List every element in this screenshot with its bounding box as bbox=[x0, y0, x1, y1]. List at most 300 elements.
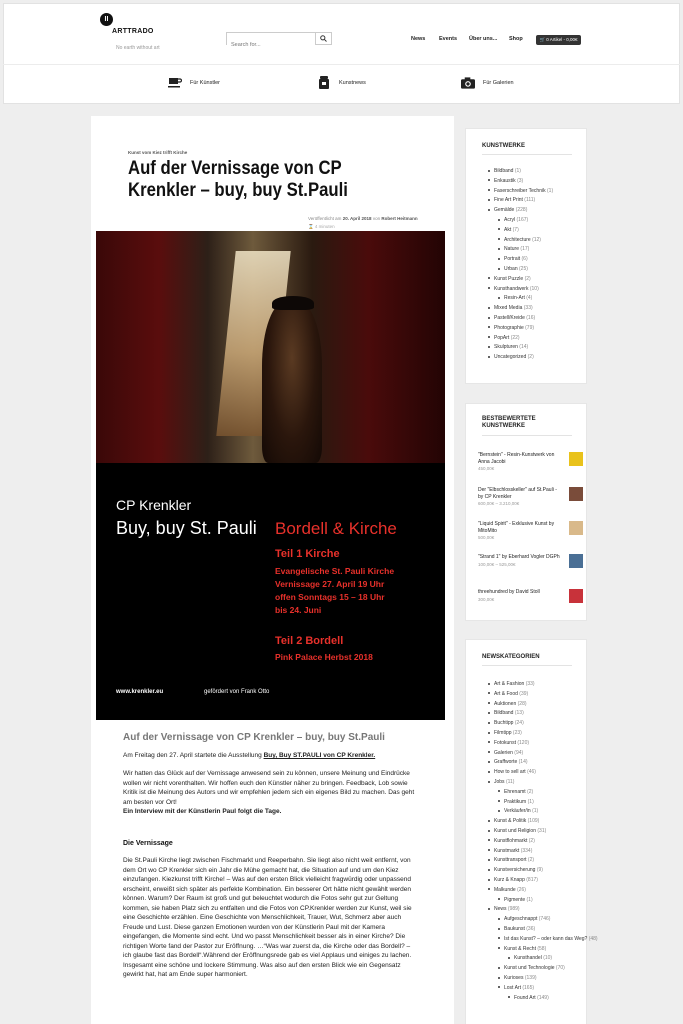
list-item-count: (48) bbox=[588, 935, 598, 942]
article-meta bbox=[308, 216, 448, 221]
list-item-count: (26) bbox=[517, 886, 526, 893]
list-item-label: Verkäufer/in bbox=[504, 808, 531, 815]
bullet-icon bbox=[488, 859, 490, 861]
nav-events[interactable]: Events bbox=[439, 36, 458, 42]
list-item-label: Kunst und Religion bbox=[494, 827, 536, 834]
list-item[interactable] bbox=[488, 690, 598, 700]
list-item-count: (2) bbox=[527, 354, 534, 361]
bullet-icon bbox=[488, 683, 490, 685]
list-item[interactable] bbox=[488, 275, 553, 285]
list-item-count: (94) bbox=[514, 749, 524, 756]
widget-title-line2: KUNSTWERKE bbox=[482, 423, 525, 429]
list-item-label: Enkaustik bbox=[494, 177, 516, 184]
list-item-count: (23) bbox=[512, 729, 522, 736]
product-price: 100,00€ – 525,00€ bbox=[478, 561, 516, 567]
list-item-label: Graffworte bbox=[494, 759, 518, 766]
search-box bbox=[226, 32, 332, 45]
product-item[interactable] bbox=[478, 589, 583, 602]
bullet-icon bbox=[498, 297, 500, 299]
list-item-label: Art & Food bbox=[494, 690, 518, 697]
list-item-count: (746) bbox=[538, 916, 551, 923]
bullet-icon bbox=[488, 170, 490, 172]
bullet-icon bbox=[498, 268, 500, 270]
list-item[interactable] bbox=[488, 324, 553, 334]
list-item-count: (58) bbox=[537, 945, 547, 952]
product-thumbnail[interactable] bbox=[569, 589, 583, 603]
list-item[interactable] bbox=[488, 984, 598, 994]
search-icon bbox=[320, 35, 327, 42]
list-item-label: Filmtipp bbox=[494, 729, 512, 736]
list-item-label: Resin-Art bbox=[504, 295, 525, 302]
bullet-icon bbox=[498, 238, 500, 240]
list-item-count: (334) bbox=[520, 847, 533, 854]
list-item-label: PopArt bbox=[494, 334, 510, 341]
bullet-icon bbox=[488, 908, 490, 910]
list-item-count: (9) bbox=[536, 867, 543, 874]
bullet-icon bbox=[488, 771, 490, 773]
list-item-count: (16) bbox=[526, 314, 536, 321]
list-item-count: (79) bbox=[525, 324, 535, 331]
poster-figure bbox=[262, 301, 322, 463]
list-item[interactable] bbox=[488, 876, 598, 886]
list-item-count: (14) bbox=[519, 344, 529, 351]
opinion-text: Wir hatten das Glück auf der Vernissage anwesend sein zu können, unsere Meinung und Eindrücke wollen wir nicht vorenthalten. Wir hoffen euch den Künstler näher zu bringen. Feedback, Lob sowie Kritik ist die Meinung des Autors und wir empfehlen jedem sich ein eigenes Bild zu machen. Das geht am besten vor Ort! bbox=[123, 770, 415, 806]
bullet-icon bbox=[498, 977, 500, 979]
list-item-count: (989) bbox=[507, 906, 520, 913]
list-item-count: (36) bbox=[526, 925, 536, 932]
bullet-icon bbox=[488, 702, 490, 704]
list-item[interactable] bbox=[488, 886, 598, 896]
list-item-label: Skulpturen bbox=[494, 344, 518, 351]
bullet-icon bbox=[488, 732, 490, 734]
search-input[interactable] bbox=[227, 40, 315, 51]
bullet-icon bbox=[488, 722, 490, 724]
bullet-icon bbox=[488, 307, 490, 309]
list-item-label: Gemälde bbox=[494, 207, 515, 214]
category-label: Kunstnews bbox=[339, 79, 366, 86]
list-item-count: (109) bbox=[527, 818, 540, 825]
poster-part1-title: Teil 1 Kirche bbox=[275, 548, 340, 560]
list-item[interactable] bbox=[488, 304, 553, 314]
poster-artist: CP Krenkler bbox=[116, 497, 192, 513]
list-item[interactable] bbox=[488, 245, 553, 255]
poster-part2-title: Teil 2 Bordell bbox=[275, 635, 344, 647]
article bbox=[91, 116, 454, 1024]
category-label: Für Künstler bbox=[190, 79, 220, 86]
bullet-icon bbox=[498, 928, 500, 930]
bullet-icon bbox=[498, 790, 500, 792]
list-item[interactable] bbox=[488, 177, 553, 187]
meta-author[interactable]: Robert Heitmann bbox=[381, 216, 418, 221]
list-item-label: Architecture bbox=[504, 236, 531, 243]
meta-date[interactable]: 20. April 2018 bbox=[342, 216, 372, 221]
category-fuer-kuenstler[interactable] bbox=[168, 76, 220, 89]
product-thumbnail[interactable] bbox=[569, 521, 583, 535]
list-item-label: Malkunde bbox=[494, 886, 516, 893]
list-item-label: Photographie bbox=[494, 324, 524, 331]
product-name[interactable]: "Liquid Spirit" - Exklusive Kunst by MitoMito bbox=[478, 521, 555, 534]
list-item-count: (228) bbox=[515, 207, 528, 214]
list-item[interactable] bbox=[488, 226, 553, 236]
list-item[interactable] bbox=[488, 778, 598, 788]
list-item-count: (1) bbox=[514, 168, 521, 174]
poster-hat bbox=[272, 296, 314, 310]
news-bag-icon bbox=[317, 76, 331, 89]
widget-title-line1: BESTBEWERTETE bbox=[482, 416, 536, 422]
list-item-label: Aufgeschnappt bbox=[504, 916, 538, 923]
list-item-label: Kunsthandwerk bbox=[494, 285, 529, 292]
bullet-icon bbox=[508, 996, 510, 998]
list-item-label: Pastell/Kreide bbox=[494, 314, 525, 321]
poster-footer-left: www.krenkler.eu bbox=[116, 689, 164, 695]
bullet-icon bbox=[488, 326, 490, 328]
article-title: Auf der Vernissage von CP Krenkler – buy, buy St.Pauli bbox=[128, 158, 348, 201]
tagline: No earth without art bbox=[116, 45, 160, 51]
category-kunstnews[interactable] bbox=[317, 76, 366, 89]
list-item-label: Urban bbox=[504, 265, 518, 272]
list-item-label: Found Art bbox=[514, 994, 536, 1001]
list-item-label: Baukunst bbox=[504, 925, 525, 932]
poster-text-area bbox=[96, 463, 445, 720]
list-item[interactable] bbox=[488, 216, 553, 226]
bullet-icon bbox=[508, 957, 510, 959]
paragraph-intro bbox=[123, 751, 417, 761]
article-subtitle: Auf der Vernissage von CP Krenkler – buy, buy St.Pauli bbox=[123, 732, 385, 743]
bullet-icon bbox=[488, 839, 490, 841]
list-item-label: Auktionen bbox=[494, 700, 517, 707]
list-item[interactable] bbox=[488, 255, 553, 265]
news-category-list bbox=[488, 680, 598, 1003]
list-item-count: (13) bbox=[514, 710, 524, 717]
bullet-icon bbox=[488, 317, 490, 319]
list-item-label: Kurioses bbox=[504, 974, 524, 981]
list-item-count: (2) bbox=[528, 837, 535, 844]
product-name[interactable]: threehundred by David Stoll bbox=[478, 589, 540, 595]
list-item[interactable] bbox=[488, 709, 598, 719]
list-item-count: (4) bbox=[526, 295, 533, 302]
list-item-label: Kurz & Knapp bbox=[494, 876, 525, 883]
widget-kunstwerke bbox=[465, 128, 587, 384]
list-item[interactable] bbox=[488, 749, 598, 759]
list-item-count: (39) bbox=[519, 690, 529, 697]
poster-part2-line: Pink Palace Herbst 2018 bbox=[275, 652, 373, 662]
list-item[interactable] bbox=[488, 837, 598, 847]
list-item-label: Praktikum bbox=[504, 798, 527, 805]
bullet-icon bbox=[498, 937, 500, 939]
product-item[interactable] bbox=[478, 521, 583, 540]
bullet-icon bbox=[498, 800, 500, 802]
list-item-count: (14) bbox=[518, 759, 528, 766]
product-name[interactable]: "Strand 1" by Eberhard Vogler DGPh bbox=[478, 554, 560, 560]
bullet-icon bbox=[498, 228, 500, 230]
list-item-count: (2) bbox=[527, 857, 535, 864]
bullet-icon bbox=[498, 967, 500, 969]
list-item-count: (7) bbox=[512, 226, 519, 233]
list-item-label: How to sell art bbox=[494, 769, 526, 776]
list-item[interactable] bbox=[488, 905, 598, 915]
widget-title: NEWSKATEGORIEN bbox=[482, 654, 540, 660]
category-list bbox=[488, 167, 553, 363]
list-item[interactable] bbox=[488, 994, 598, 1004]
list-item[interactable] bbox=[488, 768, 598, 778]
meta-prefix: Veröffentlicht am bbox=[308, 216, 342, 221]
list-item-count: (70) bbox=[555, 965, 565, 972]
category-label: Für Galerien bbox=[483, 79, 514, 86]
list-item[interactable] bbox=[488, 915, 598, 925]
bullet-icon bbox=[488, 869, 490, 871]
list-item-count: (1) bbox=[532, 808, 539, 815]
list-item[interactable] bbox=[488, 856, 598, 866]
list-item[interactable] bbox=[488, 196, 553, 206]
list-item-label: Kunst Puzzle bbox=[494, 275, 524, 282]
intro-text: Am Freitag den 27. April startete die Ausstellung bbox=[123, 752, 262, 759]
product-item[interactable] bbox=[478, 487, 583, 506]
list-item[interactable] bbox=[488, 945, 598, 955]
list-item-label: Galerien bbox=[494, 749, 513, 756]
list-item-count: (11) bbox=[505, 778, 515, 785]
list-item-count: (2) bbox=[524, 275, 531, 282]
bullet-icon bbox=[498, 898, 500, 900]
search-button[interactable] bbox=[315, 33, 331, 44]
widget-top-rated bbox=[465, 403, 587, 621]
bullet-icon bbox=[488, 277, 490, 279]
list-item[interactable] bbox=[488, 700, 598, 710]
list-item[interactable] bbox=[488, 314, 553, 324]
bullet-icon bbox=[488, 287, 490, 289]
bullet-icon bbox=[498, 258, 500, 260]
poster-part1-line: Vernissage 27. April 19 Uhr bbox=[275, 579, 385, 589]
list-item[interactable] bbox=[488, 935, 598, 945]
list-item-count: (149) bbox=[537, 994, 549, 1001]
cart-button[interactable]: 🛒 0 Artikel - 0,00€ bbox=[536, 35, 581, 45]
product-name[interactable]: "Bernstein" - Resin-Kunstwerk von Anna Jacobi bbox=[478, 452, 555, 465]
widget-news-categories bbox=[465, 639, 598, 1024]
list-item[interactable] bbox=[488, 334, 553, 344]
list-item-label: Ehrenamt bbox=[504, 788, 526, 795]
list-item[interactable] bbox=[488, 954, 598, 964]
product-price: 500,00€ bbox=[478, 535, 495, 540]
list-item[interactable] bbox=[488, 236, 553, 246]
list-item-label: Jobs bbox=[494, 778, 505, 785]
header-divider bbox=[3, 64, 680, 65]
list-item-label: Lost Art bbox=[504, 984, 521, 991]
list-item[interactable] bbox=[488, 729, 598, 739]
list-item-count: (1) bbox=[526, 896, 533, 903]
bullet-icon bbox=[488, 209, 490, 211]
list-item-label: Bildband bbox=[494, 168, 514, 174]
bullet-icon bbox=[498, 248, 500, 250]
list-item-count: (33) bbox=[525, 681, 535, 687]
product-thumbnail[interactable] bbox=[569, 554, 583, 568]
product-item[interactable] bbox=[478, 554, 583, 567]
list-item-count: (111) bbox=[524, 197, 536, 204]
list-item[interactable] bbox=[488, 896, 598, 906]
bullet-icon bbox=[488, 751, 490, 753]
list-item[interactable] bbox=[488, 817, 598, 827]
list-item-count: (46) bbox=[527, 769, 536, 776]
list-item-label: Fine Art Print bbox=[494, 197, 523, 204]
list-item[interactable] bbox=[488, 827, 598, 837]
list-item-count: (6) bbox=[521, 256, 528, 263]
read-time: ⌛ 4 minuten bbox=[308, 224, 335, 229]
bullet-icon bbox=[488, 346, 490, 348]
list-item[interactable] bbox=[488, 285, 553, 295]
bullet-icon bbox=[488, 761, 490, 763]
exhibition-link[interactable]: Buy, Buy ST.PAULI von CP Krenkler. bbox=[263, 752, 376, 759]
list-item-label: Kunstflohmarkt bbox=[494, 837, 528, 844]
poster-red-title: Bordell & Kirche bbox=[275, 519, 397, 538]
widget-divider bbox=[482, 154, 572, 155]
list-item[interactable] bbox=[488, 758, 598, 768]
list-item-count: (1) bbox=[547, 187, 554, 194]
widget-title: KUNSTWERKE bbox=[482, 143, 525, 149]
bullet-icon bbox=[488, 781, 490, 783]
nav-news[interactable]: News bbox=[411, 36, 426, 42]
logo-text[interactable]: ARTTRADO bbox=[112, 28, 154, 35]
bullet-icon bbox=[488, 179, 490, 181]
bullet-icon bbox=[488, 712, 490, 714]
list-item[interactable] bbox=[488, 294, 553, 304]
bullet-icon bbox=[488, 830, 490, 832]
poster-show: Buy, buy St. Pauli bbox=[116, 518, 257, 538]
list-item-count: (12) bbox=[532, 236, 541, 243]
list-item-label: Pigmente bbox=[504, 896, 526, 903]
list-item-label: Kunstmarkt bbox=[494, 847, 520, 854]
list-item-label: Kunst & Recht bbox=[504, 945, 536, 952]
bullet-icon bbox=[488, 741, 490, 743]
exhibition-poster[interactable] bbox=[96, 231, 445, 720]
list-item[interactable] bbox=[488, 265, 553, 275]
list-item-count: (24) bbox=[514, 720, 524, 727]
list-item-label: Kunsthandel bbox=[514, 955, 542, 962]
paragraph-opinion bbox=[123, 769, 417, 817]
bullet-icon bbox=[498, 947, 500, 949]
list-item-label: Art & Fashion bbox=[494, 681, 525, 687]
list-item[interactable] bbox=[488, 925, 598, 935]
bullet-icon bbox=[488, 820, 490, 822]
bullet-icon bbox=[498, 986, 500, 988]
list-item[interactable] bbox=[488, 187, 553, 197]
list-item[interactable] bbox=[488, 167, 553, 177]
coffee-cup-icon bbox=[168, 76, 182, 89]
list-item-count: (17) bbox=[520, 246, 530, 253]
product-price: 300,00€ bbox=[478, 596, 495, 602]
list-item-label: Kunstversicherung bbox=[494, 867, 536, 874]
bullet-icon bbox=[498, 918, 500, 920]
nav-about[interactable]: Über uns... bbox=[469, 36, 498, 42]
list-item[interactable] bbox=[488, 680, 598, 690]
poster-footer-right: gefördert von Frank Otto bbox=[204, 689, 270, 695]
paragraph-vernissage: Die St.Pauli Kirche liegt zwischen Fischmarkt und Reeperbahn. Sie liegt also nicht weit entfernt, von dem Ort wo CP Krenkler sich ein Jahr die Mühe gemacht hat, die Situation auf und um den Kiez einzufangen. Kiezkunst trifft Kirche! – Was auf den ersten Blick vielleicht fragwürdig oder unpassend erscheint, erweißt sich später als perfekte Kombination. Ein besserer Ort hätte nicht gewählt werden können. Warum? Der Raum ist groß und gut beleuchtet wodurch die Fotos sehr gut zur Geltung kommen, sie haben Platz sich zu entfalten und die Fotos von CP.Krenkler werden zur Kunst, weil sie eine Geschichte erzählen. Eine Geschichte von Menschlichkeit, Trauer, Wut, Schmerz aber auch Freude und Lust. Diese ganzen Emotionen wurden von der Künstlerin Paul mit der Kamera eingefangen, die Momente sind echt. Und wo passt Menschlichkeit besser als in einer Kirche? Die richtigen Worte fand der Pastor zur Eröffnung. …“Was war zuerst da, die Kirche oder das Bordell? – ich glaube fast das Bordell“.Während der Eröffnungsrede gab es viel Applaus und einiges zu lachen. Insgesamt eine schöne und lockere Stimmung. Was also auf den ersten Blick wie ein Gegensatz gewirkt hat, hat am Ende super harmoniert. bbox=[123, 857, 412, 978]
list-item-label: Bildband bbox=[494, 710, 514, 717]
product-price: 450,00€ bbox=[478, 466, 495, 471]
list-item-label: Mixed Media bbox=[494, 305, 523, 312]
list-item-count: (817) bbox=[526, 876, 538, 883]
list-item-count: (2) bbox=[527, 788, 534, 795]
list-item-label: Ist das Kunst? – oder kann das Weg? bbox=[504, 935, 588, 942]
meta-by: von bbox=[372, 216, 381, 221]
poster-part1-line: Evangelische St. Pauli Kirche bbox=[275, 566, 395, 576]
bullet-icon bbox=[488, 692, 490, 694]
list-item-count: (33) bbox=[523, 305, 533, 312]
list-item-label: Uncategorized bbox=[494, 354, 527, 361]
category-fuer-galerien[interactable] bbox=[461, 76, 514, 89]
bullet-icon bbox=[488, 849, 490, 851]
product-thumbnail[interactable] bbox=[569, 487, 583, 501]
widget-divider bbox=[482, 435, 572, 436]
product-name[interactable]: Der "Elbschlosskeller" auf St.Pauli - by CP Krenkler bbox=[478, 487, 557, 500]
logo-mark[interactable]: II bbox=[100, 13, 113, 26]
list-item-label: Kunsttransport bbox=[494, 857, 527, 864]
bullet-icon bbox=[498, 810, 500, 812]
bullet-icon bbox=[488, 189, 490, 191]
product-thumbnail[interactable] bbox=[569, 452, 583, 466]
nav-shop[interactable]: Shop bbox=[509, 36, 523, 42]
list-item[interactable] bbox=[488, 343, 553, 353]
list-item-count: (3) bbox=[517, 177, 524, 184]
poster-part1-line: bis 24. Juni bbox=[275, 605, 322, 615]
bullet-icon bbox=[488, 356, 490, 358]
list-item-label: Buchtipp bbox=[494, 720, 514, 727]
interview-note: Ein Interview mit der Künstlerin Paul folgt die Tage. bbox=[123, 808, 282, 815]
list-item-count: (22) bbox=[510, 334, 520, 341]
bullet-icon bbox=[488, 336, 490, 338]
bullet-icon bbox=[498, 219, 500, 221]
list-item-label: Portrait bbox=[504, 256, 521, 263]
list-item[interactable] bbox=[488, 719, 598, 729]
list-item[interactable] bbox=[488, 964, 598, 974]
list-item-count: (31) bbox=[537, 827, 547, 834]
list-item[interactable] bbox=[488, 206, 553, 216]
list-item-label: Akt bbox=[504, 226, 512, 233]
article-kicker[interactable]: Kunst vom Kiez trifft Kirche bbox=[128, 150, 188, 155]
product-price: 600,00€ – 3.210,00€ bbox=[478, 501, 520, 506]
widget-divider bbox=[482, 665, 572, 666]
list-item[interactable] bbox=[488, 353, 553, 363]
list-item-label: Kunst & Politik bbox=[494, 818, 527, 825]
list-item-label: Faserschreiber Technik bbox=[494, 187, 546, 194]
list-item[interactable] bbox=[488, 866, 598, 876]
list-item-label: Fotokunst bbox=[494, 739, 516, 746]
poster-part1-line: offen Sonntags 15 – 18 Uhr bbox=[275, 592, 385, 602]
list-item-count: (165) bbox=[522, 984, 535, 991]
bullet-icon bbox=[488, 888, 490, 890]
bullet-icon bbox=[488, 199, 490, 201]
list-item[interactable] bbox=[488, 807, 598, 817]
list-item-label: Kunst und Technologie bbox=[504, 965, 555, 972]
list-item-count: (28) bbox=[517, 700, 527, 707]
list-item[interactable] bbox=[488, 974, 598, 984]
list-item[interactable] bbox=[488, 847, 598, 857]
list-item-count: (167) bbox=[516, 216, 529, 223]
list-item-label: News bbox=[494, 906, 507, 913]
list-item-count: (25) bbox=[519, 265, 528, 272]
list-item-count: (10) bbox=[543, 955, 553, 962]
list-item[interactable] bbox=[488, 739, 598, 749]
bullet-icon bbox=[488, 879, 490, 881]
list-item-count: (139) bbox=[524, 974, 537, 981]
list-item-count: (120) bbox=[517, 739, 530, 746]
list-item-count: (10) bbox=[529, 285, 539, 292]
list-item-label: Acryl bbox=[504, 216, 516, 223]
list-item-label: Nature bbox=[504, 246, 520, 253]
product-item[interactable] bbox=[478, 452, 583, 471]
section-heading: Die Vernissage bbox=[123, 840, 173, 847]
list-item-count: (1) bbox=[527, 798, 534, 805]
list-item[interactable] bbox=[488, 788, 598, 798]
camera-icon bbox=[461, 76, 475, 89]
list-item[interactable] bbox=[488, 798, 598, 808]
